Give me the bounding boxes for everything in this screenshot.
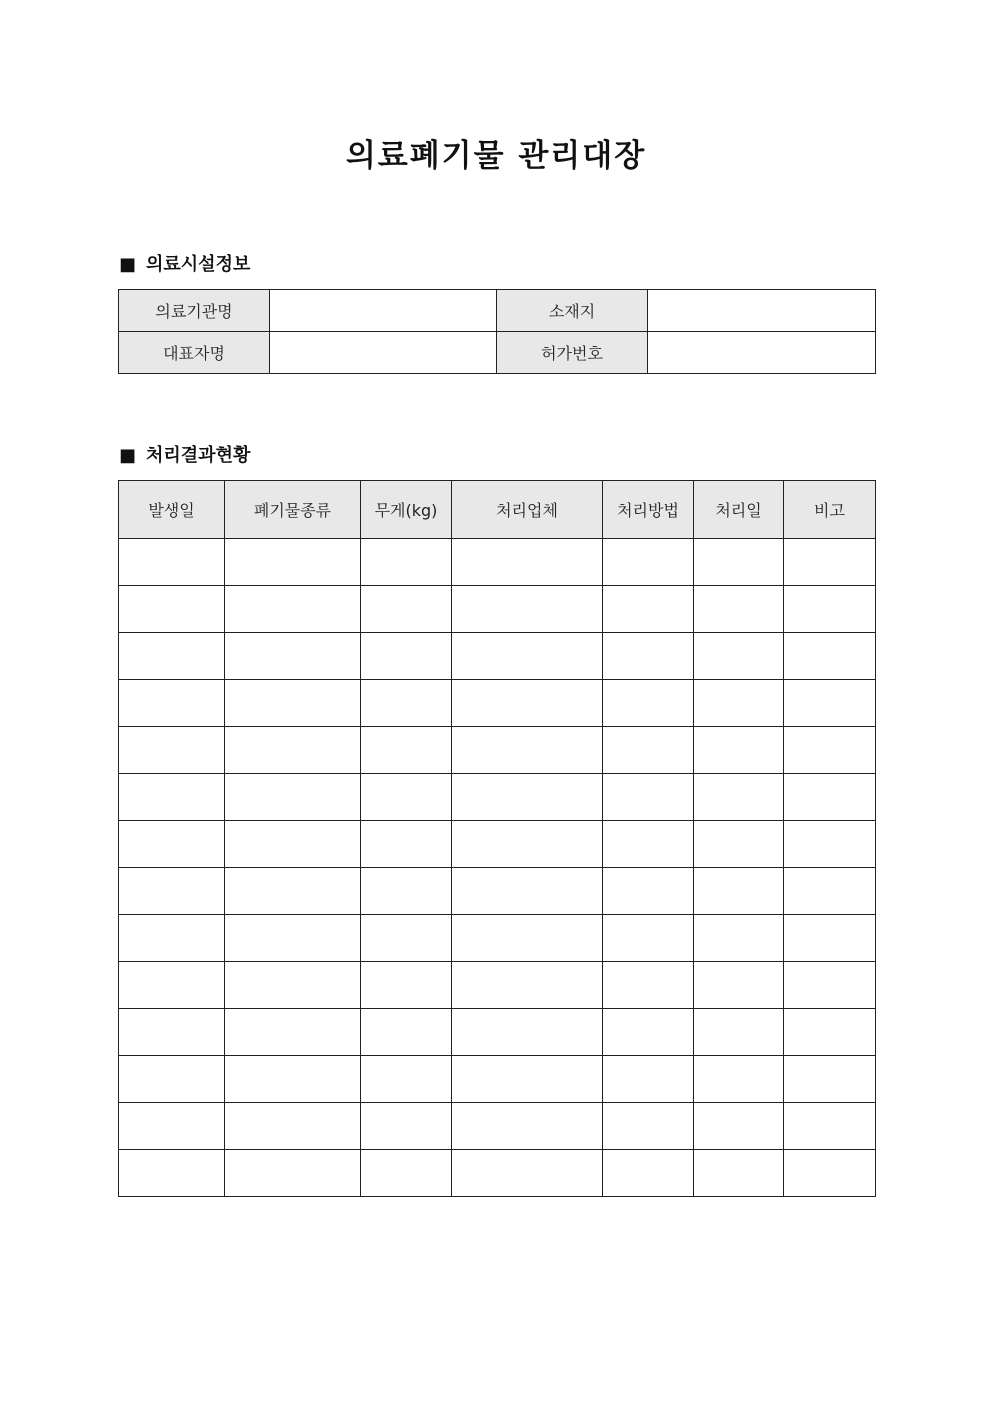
column-header-disposal-method: 처리방법 bbox=[603, 481, 694, 539]
disposal-company-cell[interactable] bbox=[452, 915, 603, 962]
table-row bbox=[119, 1009, 876, 1056]
disposal-company-cell[interactable] bbox=[452, 1056, 603, 1103]
column-header-waste-type: 폐기물종류 bbox=[225, 481, 361, 539]
disposal-date-cell[interactable] bbox=[694, 1009, 784, 1056]
table-row bbox=[119, 1103, 876, 1150]
disposal-date-cell[interactable] bbox=[694, 868, 784, 915]
disposal-date-cell[interactable] bbox=[694, 774, 784, 821]
facility-row bbox=[119, 290, 876, 332]
table-row bbox=[119, 1056, 876, 1103]
remarks-cell[interactable] bbox=[784, 1150, 876, 1197]
disposal-company-cell[interactable] bbox=[452, 1103, 603, 1150]
disposal-company-cell[interactable] bbox=[452, 868, 603, 915]
result-table-body bbox=[119, 539, 876, 1197]
occurrence-date-cell[interactable] bbox=[119, 1103, 225, 1150]
remarks-cell[interactable] bbox=[784, 1103, 876, 1150]
disposal-company-cell[interactable] bbox=[452, 962, 603, 1009]
occurrence-date-cell[interactable] bbox=[119, 727, 225, 774]
table-row bbox=[119, 586, 876, 633]
occurrence-date-cell[interactable] bbox=[119, 821, 225, 868]
occurrence-date-cell[interactable] bbox=[119, 774, 225, 821]
disposal-date-cell[interactable] bbox=[694, 633, 784, 680]
disposal-company-cell[interactable] bbox=[452, 774, 603, 821]
disposal-company-cell[interactable] bbox=[452, 1009, 603, 1056]
disposal-method-cell[interactable] bbox=[603, 680, 694, 727]
disposal-date-cell[interactable] bbox=[694, 539, 784, 586]
weight-cell[interactable] bbox=[361, 727, 452, 774]
facility-row bbox=[119, 332, 876, 374]
disposal-date-cell[interactable] bbox=[694, 727, 784, 774]
remarks-cell[interactable] bbox=[784, 586, 876, 633]
weight-cell[interactable] bbox=[361, 680, 452, 727]
license-number-label: 허가번호 bbox=[497, 332, 648, 374]
table-header-row bbox=[119, 481, 876, 539]
occurrence-date-cell[interactable] bbox=[119, 539, 225, 586]
disposal-date-cell[interactable] bbox=[694, 586, 784, 633]
waste-type-cell[interactable] bbox=[225, 680, 361, 727]
weight-cell[interactable] bbox=[361, 962, 452, 1009]
disposal-result-table bbox=[118, 480, 876, 1197]
result-section-title: 처리결과현황 bbox=[146, 445, 251, 466]
waste-type-cell[interactable] bbox=[225, 1056, 361, 1103]
column-header-occurrence-date: 발생일 bbox=[119, 481, 225, 539]
remarks-cell[interactable] bbox=[784, 774, 876, 821]
occurrence-date-cell[interactable] bbox=[119, 868, 225, 915]
institution-name-field[interactable] bbox=[270, 290, 497, 332]
waste-type-cell[interactable] bbox=[225, 1009, 361, 1056]
occurrence-date-cell[interactable] bbox=[119, 586, 225, 633]
disposal-company-cell[interactable] bbox=[452, 539, 603, 586]
table-row bbox=[119, 774, 876, 821]
weight-cell[interactable] bbox=[361, 915, 452, 962]
waste-type-cell[interactable] bbox=[225, 962, 361, 1009]
weight-cell[interactable] bbox=[361, 774, 452, 821]
disposal-date-cell[interactable] bbox=[694, 1150, 784, 1197]
remarks-cell[interactable] bbox=[784, 727, 876, 774]
remarks-cell[interactable] bbox=[784, 539, 876, 586]
occurrence-date-cell[interactable] bbox=[119, 633, 225, 680]
disposal-date-cell[interactable] bbox=[694, 962, 784, 1009]
remarks-cell[interactable] bbox=[784, 633, 876, 680]
square-bullet-icon: ■ bbox=[119, 254, 137, 275]
remarks-cell[interactable] bbox=[784, 1056, 876, 1103]
facility-info-table bbox=[118, 289, 876, 374]
weight-cell[interactable] bbox=[361, 539, 452, 586]
disposal-method-cell[interactable] bbox=[603, 868, 694, 915]
disposal-date-cell[interactable] bbox=[694, 680, 784, 727]
table-row bbox=[119, 633, 876, 680]
waste-type-cell[interactable] bbox=[225, 1150, 361, 1197]
weight-cell[interactable] bbox=[361, 633, 452, 680]
disposal-method-cell[interactable] bbox=[603, 1150, 694, 1197]
waste-type-cell[interactable] bbox=[225, 727, 361, 774]
institution-name-label: 의료기관명 bbox=[119, 290, 270, 332]
facility-section-heading bbox=[119, 253, 250, 277]
waste-type-cell[interactable] bbox=[225, 586, 361, 633]
weight-cell[interactable] bbox=[361, 1009, 452, 1056]
remarks-cell[interactable] bbox=[784, 821, 876, 868]
column-header-weight: 무게(kg) bbox=[361, 481, 452, 539]
disposal-date-cell[interactable] bbox=[694, 1103, 784, 1150]
waste-type-cell[interactable] bbox=[225, 915, 361, 962]
occurrence-date-cell[interactable] bbox=[119, 1056, 225, 1103]
table-row bbox=[119, 1150, 876, 1197]
table-row bbox=[119, 915, 876, 962]
disposal-company-cell[interactable] bbox=[452, 1150, 603, 1197]
table-row bbox=[119, 962, 876, 1009]
location-label: 소재지 bbox=[497, 290, 648, 332]
disposal-method-cell[interactable] bbox=[603, 539, 694, 586]
disposal-method-cell[interactable] bbox=[603, 962, 694, 1009]
page-title: 의료폐기물 관리대장 bbox=[345, 138, 647, 174]
disposal-date-cell[interactable] bbox=[694, 915, 784, 962]
location-field[interactable] bbox=[648, 290, 876, 332]
occurrence-date-cell[interactable] bbox=[119, 680, 225, 727]
waste-type-cell[interactable] bbox=[225, 774, 361, 821]
disposal-company-cell[interactable] bbox=[452, 633, 603, 680]
table-row bbox=[119, 680, 876, 727]
weight-cell[interactable] bbox=[361, 586, 452, 633]
disposal-company-cell[interactable] bbox=[452, 727, 603, 774]
disposal-method-cell[interactable] bbox=[603, 1103, 694, 1150]
representative-field[interactable] bbox=[270, 332, 497, 374]
occurrence-date-cell[interactable] bbox=[119, 915, 225, 962]
weight-cell[interactable] bbox=[361, 1056, 452, 1103]
table-row bbox=[119, 727, 876, 774]
table-row bbox=[119, 821, 876, 868]
remarks-cell[interactable] bbox=[784, 915, 876, 962]
waste-type-cell[interactable] bbox=[225, 633, 361, 680]
disposal-method-cell[interactable] bbox=[603, 633, 694, 680]
table-row bbox=[119, 539, 876, 586]
representative-label: 대표자명 bbox=[119, 332, 270, 374]
table-row bbox=[119, 868, 876, 915]
square-bullet-icon: ■ bbox=[119, 445, 137, 466]
weight-cell[interactable] bbox=[361, 868, 452, 915]
disposal-method-cell[interactable] bbox=[603, 821, 694, 868]
remarks-cell[interactable] bbox=[784, 1009, 876, 1056]
disposal-method-cell[interactable] bbox=[603, 915, 694, 962]
remarks-cell[interactable] bbox=[784, 962, 876, 1009]
column-header-disposal-company: 처리업체 bbox=[452, 481, 603, 539]
disposal-method-cell[interactable] bbox=[603, 1056, 694, 1103]
weight-cell[interactable] bbox=[361, 821, 452, 868]
waste-type-cell[interactable] bbox=[225, 821, 361, 868]
disposal-company-cell[interactable] bbox=[452, 586, 603, 633]
weight-cell[interactable] bbox=[361, 1150, 452, 1197]
waste-type-cell[interactable] bbox=[225, 539, 361, 586]
column-header-disposal-date: 처리일 bbox=[694, 481, 784, 539]
facility-section-title: 의료시설정보 bbox=[146, 254, 251, 275]
disposal-company-cell[interactable] bbox=[452, 680, 603, 727]
disposal-method-cell[interactable] bbox=[603, 774, 694, 821]
waste-type-cell[interactable] bbox=[225, 1103, 361, 1150]
license-number-field[interactable] bbox=[648, 332, 876, 374]
weight-cell[interactable] bbox=[361, 1103, 452, 1150]
column-header-remarks: 비고 bbox=[784, 481, 876, 539]
result-section-heading bbox=[119, 444, 250, 468]
disposal-company-cell[interactable] bbox=[452, 821, 603, 868]
occurrence-date-cell[interactable] bbox=[119, 1150, 225, 1197]
disposal-method-cell[interactable] bbox=[603, 586, 694, 633]
disposal-date-cell[interactable] bbox=[694, 1056, 784, 1103]
occurrence-date-cell[interactable] bbox=[119, 962, 225, 1009]
disposal-method-cell[interactable] bbox=[603, 1009, 694, 1056]
remarks-cell[interactable] bbox=[784, 680, 876, 727]
disposal-date-cell[interactable] bbox=[694, 821, 784, 868]
disposal-method-cell[interactable] bbox=[603, 727, 694, 774]
occurrence-date-cell[interactable] bbox=[119, 1009, 225, 1056]
remarks-cell[interactable] bbox=[784, 868, 876, 915]
waste-type-cell[interactable] bbox=[225, 868, 361, 915]
